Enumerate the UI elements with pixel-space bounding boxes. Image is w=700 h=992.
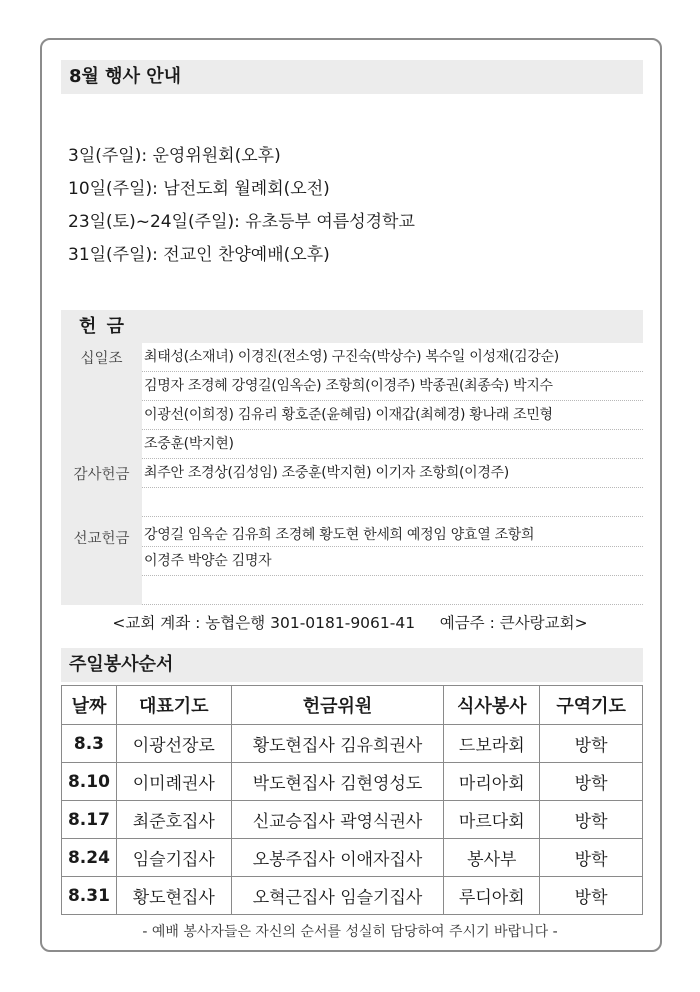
- offering-list: [61, 343, 643, 605]
- cell-offering: 오봉주집사 이애자집사: [231, 839, 444, 877]
- events-title: 8월 행사 안내: [61, 60, 643, 94]
- offering-names: 김명자 조경혜 강영길(임옥순) 조항희(이경주) 박종권(최종숙) 박지수: [142, 372, 643, 401]
- cell-meal: 마리아회: [444, 763, 540, 801]
- cell-district: 방학: [540, 801, 643, 839]
- offering-names: 조중훈(박지현): [142, 430, 643, 459]
- table-row: [62, 801, 643, 839]
- table-row: [62, 839, 643, 877]
- offering-names: 이경주 박양순 김명자: [142, 547, 643, 576]
- offering-group-thanks: [61, 459, 643, 517]
- cell-offering: 황도현집사 김유희권사: [231, 725, 444, 763]
- cell-date: 8.31: [62, 877, 117, 915]
- offering-names: [142, 576, 643, 605]
- cell-offering: 신교승집사 곽영식권사: [231, 801, 444, 839]
- cell-district: 방학: [540, 725, 643, 763]
- service-table: [61, 685, 643, 915]
- cell-offering: 오혁근집사 임슬기집사: [231, 877, 444, 915]
- offering-label: 십일조: [61, 343, 142, 459]
- cell-prayer: 이미례권사: [116, 763, 231, 801]
- events-list: [68, 140, 415, 272]
- table-row: [62, 725, 643, 763]
- event-item: 31일(주일): 전교인 찬양예배(오후): [68, 245, 330, 265]
- col-header-offering: 헌금위원: [231, 686, 444, 725]
- cell-prayer: 최준호집사: [116, 801, 231, 839]
- offering-title: 헌 금: [61, 310, 643, 343]
- offering-label: 선교헌금: [61, 517, 142, 605]
- cell-meal: 봉사부: [444, 839, 540, 877]
- offering-label: 감사헌금: [61, 459, 142, 517]
- bank-account: <교회 계좌 : 농협은행 301-0181-9061-41 예금주 : 큰사랑교회>: [112, 614, 588, 632]
- col-header-district: 구역기도: [540, 686, 643, 725]
- cell-date: 8.10: [62, 763, 117, 801]
- cell-date: 8.3: [62, 725, 117, 763]
- offering-group-mission: [61, 517, 643, 605]
- cell-district: 방학: [540, 839, 643, 877]
- offering-names: 최태성(소재녀) 이경진(전소영) 구진숙(박상수) 복수일 이성재(김강순): [142, 343, 643, 372]
- table-row: [62, 877, 643, 915]
- table-row: [62, 763, 643, 801]
- cell-prayer: 이광선장로: [116, 725, 231, 763]
- cell-meal: 루디아회: [444, 877, 540, 915]
- cell-offering: 박도현집사 김현영성도: [231, 763, 444, 801]
- offering-group-tithe: [61, 343, 643, 459]
- cell-prayer: 황도현집사: [116, 877, 231, 915]
- footer-note: - 예배 봉사자들은 자신의 순서를 성실히 담당하여 주시기 바랍니다 -: [142, 924, 558, 940]
- offering-names: [142, 488, 643, 517]
- cell-prayer: 임슬기집사: [116, 839, 231, 877]
- event-item: 10일(주일): 남전도회 월례회(오전): [68, 179, 330, 199]
- offering-names: 최주안 조경상(김성임) 조중훈(박지현) 이기자 조항희(이경주): [142, 459, 643, 488]
- event-item: 23일(토)~24일(주일): 유초등부 여름성경학교: [68, 212, 415, 232]
- table-header-row: [62, 686, 643, 725]
- cell-district: 방학: [540, 877, 643, 915]
- cell-date: 8.17: [62, 801, 117, 839]
- col-header-date: 날짜: [62, 686, 117, 725]
- service-title: 주일봉사순서: [61, 648, 643, 682]
- cell-meal: 드보라회: [444, 725, 540, 763]
- cell-district: 방학: [540, 763, 643, 801]
- cell-meal: 마르다회: [444, 801, 540, 839]
- offering-names: 이광선(이희정) 김유리 황호준(윤혜림) 이재갑(최혜경) 황나래 조민형: [142, 401, 643, 430]
- col-header-prayer: 대표기도: [116, 686, 231, 725]
- event-item: 3일(주일): 운영위원회(오후): [68, 146, 281, 166]
- col-header-meal: 식사봉사: [444, 686, 540, 725]
- offering-names: 강영길 임옥순 김유희 조경혜 황도현 한세희 예정임 양효열 조항희: [142, 517, 643, 547]
- cell-date: 8.24: [62, 839, 117, 877]
